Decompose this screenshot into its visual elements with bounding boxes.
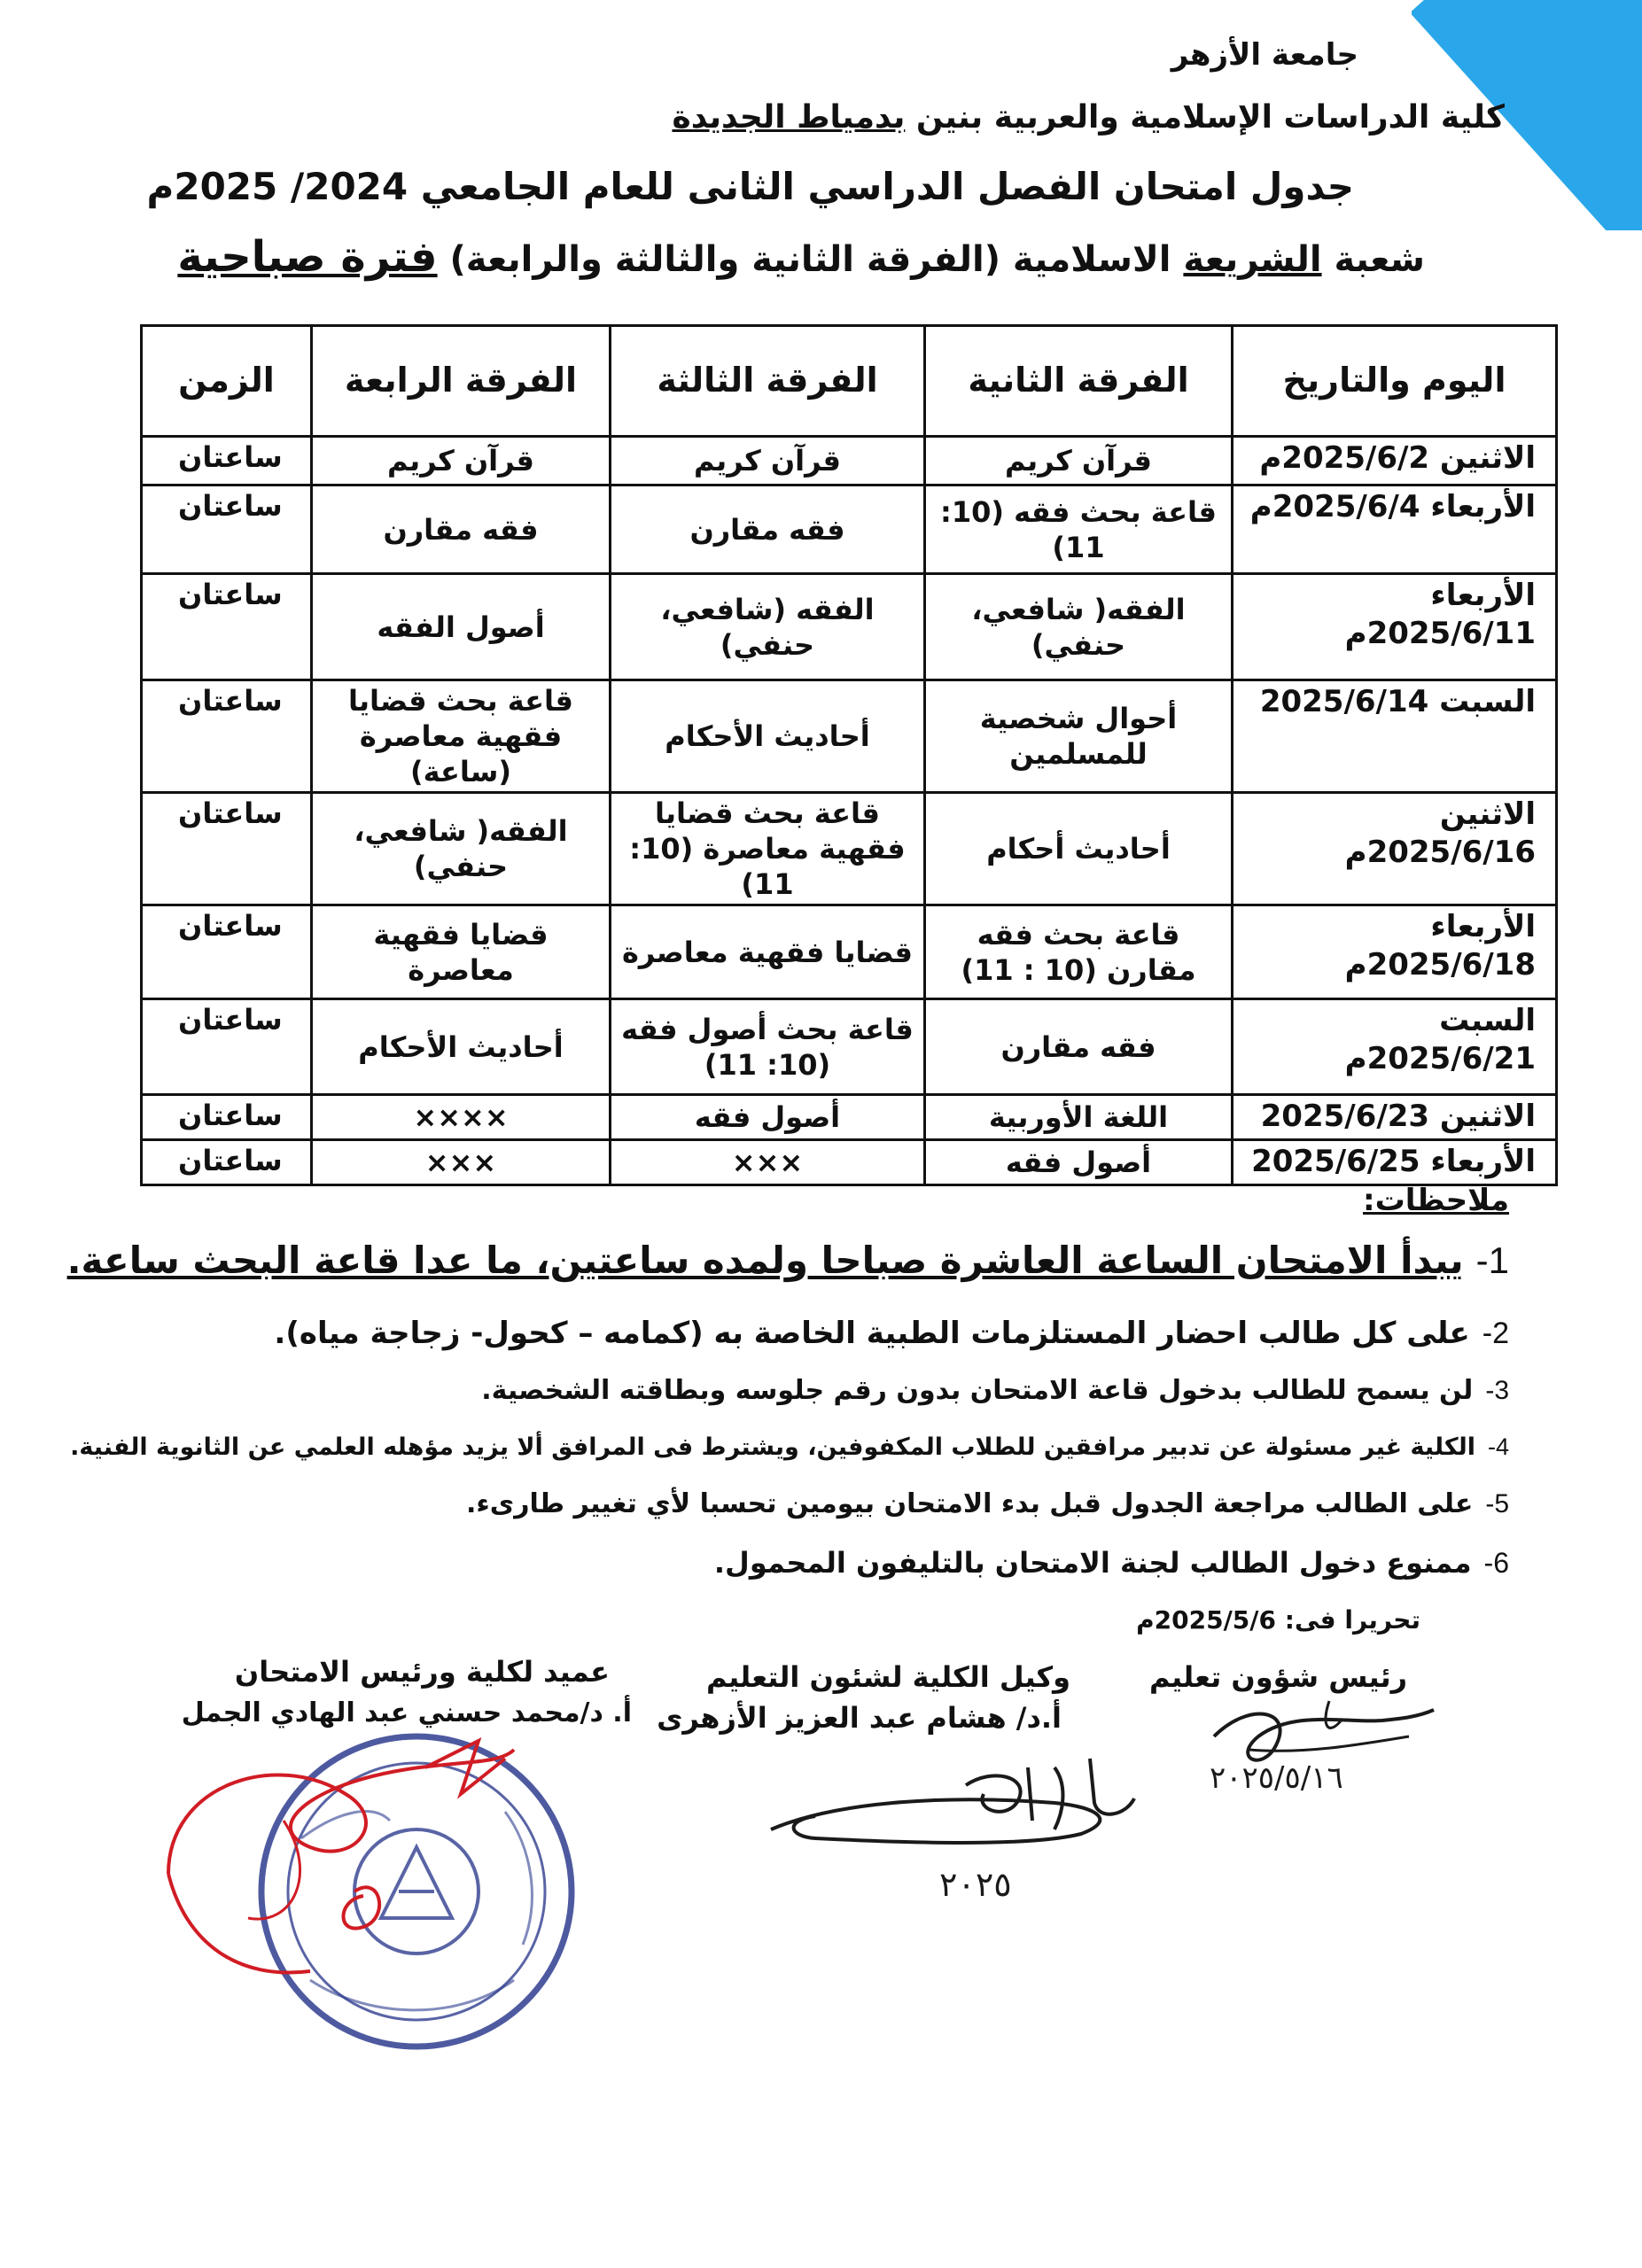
day-date-cell: الأربعاء 2025/6/25 — [1233, 1140, 1557, 1185]
third-year-cell: قضايا فقهية معاصرة — [611, 905, 925, 999]
note-text: لن يسمح للطالب بدخول قاعة الامتحان بدون رقم جلوسه وبطاقته الشخصية. — [481, 1375, 1474, 1406]
table-row — [142, 680, 1557, 793]
third-year-cell: قاعة بحث أصول فقه (10: 11) — [611, 999, 925, 1095]
duration-cell: ساعتان — [142, 437, 312, 485]
college-name-text — [672, 99, 1505, 136]
college-name — [672, 99, 1505, 136]
fourth-year-cell: ×××× — [312, 1095, 611, 1140]
notes-title: ملاحظات: — [1362, 1183, 1509, 1218]
fourth-year-cell: الفقه( شافعي، حنفي) — [312, 793, 611, 905]
note-text: يبدأ الامتحان الساعة العاشرة صباحا ولمده ساعتين، ما عدا قاعة البحث ساعة. — [66, 1239, 1464, 1282]
duration-cell: ساعتان — [142, 485, 312, 574]
third-year-cell: الفقه (شافعي، حنفي) — [611, 574, 925, 680]
table-row — [142, 1140, 1557, 1185]
table-row — [142, 437, 1557, 485]
college-city-underlined: بدمياط الجديدة — [672, 99, 906, 136]
duration-cell: ساعتان — [142, 680, 312, 793]
day-date-cell: الأربعاء 2025/6/18م — [1233, 905, 1557, 999]
header-second-year: الفرقة الثانية — [925, 326, 1233, 437]
note-text: على كل طالب احضار المستلزمات الطبية الخاصة به (كمامه – كحول- زجاجة مياه). — [274, 1316, 1470, 1351]
note-text: ممنوع دخول الطالب لجنة الامتحان بالتليفون المحمول. — [713, 1546, 1472, 1580]
third-year-cell: قاعة بحث قضايا فقهية معاصرة (10: 11) — [611, 793, 925, 905]
second-year-cell: اللغة الأوربية — [925, 1095, 1233, 1140]
note-item — [481, 1375, 1509, 1406]
dept-prefix: شعبة — [1321, 239, 1425, 280]
day-date-cell: الأربعاء 2025/6/4م — [1233, 485, 1557, 574]
day-date-cell: السبت 2025/6/14 — [1233, 680, 1557, 793]
note-text: الكلية غير مسئولة عن تدبير مرافقين للطلاب المكفوفين، ويشترط فى المرافق ألا يزيد مؤهله العلمي عن الثانوية الفنية. — [70, 1433, 1475, 1461]
table-row — [142, 905, 1557, 999]
fourth-year-cell: قاعة بحث قضايا فقهية معاصرة (ساعة) — [312, 680, 611, 793]
duration-cell: ساعتان — [142, 793, 312, 905]
note-number: 5- — [1485, 1489, 1509, 1518]
second-year-cell: أحاديث أحكام — [925, 793, 1233, 905]
note-number: 2- — [1482, 1317, 1509, 1350]
fourth-year-cell: قرآن كريم — [312, 437, 611, 485]
table-row — [142, 793, 1557, 905]
fourth-year-cell: فقه مقارن — [312, 485, 611, 574]
duration-cell: ساعتان — [142, 905, 312, 999]
second-year-cell: أحوال شخصية للمسلمين — [925, 680, 1233, 793]
third-year-cell: أحاديث الأحكام — [611, 680, 925, 793]
university-name: جامعة الأزهر — [1171, 37, 1358, 73]
exam-schedule-table — [140, 324, 1558, 1186]
note-item — [70, 1433, 1509, 1461]
table-header-row — [142, 326, 1557, 437]
note-number: 4- — [1487, 1433, 1509, 1460]
day-date-cell: الاثنين 2025/6/16م — [1233, 793, 1557, 905]
table-row — [142, 999, 1557, 1095]
second-year-cell: فقه مقارن — [925, 999, 1233, 1095]
table-row — [142, 1095, 1557, 1140]
vice-dean-title: وكيل الكلية لشئون التعليم — [705, 1660, 1070, 1694]
note-number: 6- — [1483, 1547, 1509, 1579]
table-row — [142, 485, 1557, 574]
handwritten-date-1: ٢٠٢٥/٥/١٦ — [1210, 1760, 1343, 1796]
note-item — [67, 1239, 1509, 1282]
dept-underlined: الشريعة — [1183, 239, 1322, 280]
day-date-cell: الاثنين 2025/6/2م — [1233, 437, 1557, 485]
vice-dean-signature — [762, 1750, 1143, 1909]
duration-cell: ساعتان — [142, 999, 312, 1095]
third-year-cell: فقه مقارن — [611, 485, 925, 574]
dept-rest: الاسلامية (الفرقة الثانية والثالثة والرابعة) — [437, 239, 1184, 280]
issued-date: تحريرا فى: 2025/5/6م — [1136, 1605, 1420, 1635]
handwritten-date-2: ٢٠٢٥ — [939, 1865, 1012, 1904]
note-item — [274, 1316, 1509, 1351]
department-line — [177, 232, 1425, 282]
second-year-cell: قاعة بحث فقه (10: 11) — [925, 485, 1233, 574]
duration-cell: ساعتان — [142, 574, 312, 680]
second-year-cell: قاعة بحث فقه مقارن (10 : 11) — [925, 905, 1233, 999]
college-name-part: كلية الدراسات الإسلامية والعربية بنين — [905, 99, 1505, 136]
third-year-cell: أصول فقه — [611, 1095, 925, 1140]
fourth-year-cell: ××× — [312, 1140, 611, 1185]
college-seal-stamp — [160, 1714, 603, 2095]
header-duration: الزمن — [142, 326, 312, 437]
second-year-cell: أصول فقه — [925, 1140, 1233, 1185]
vice-dean-name: أ.د/ هشام عبد العزيز الأزهرى — [657, 1701, 1062, 1735]
second-year-cell: قرآن كريم — [925, 437, 1233, 485]
dean-title: عميد لكلية ورئيس الامتحان — [234, 1655, 610, 1689]
header-day-date: اليوم والتاريخ — [1233, 326, 1557, 437]
second-year-cell: الفقه( شافعي، حنفي) — [925, 574, 1233, 680]
note-number: 1- — [1475, 1239, 1509, 1281]
note-item — [714, 1546, 1509, 1580]
day-date-cell: الأربعاء 2025/6/11م — [1233, 574, 1557, 680]
day-date-cell: الاثنين 2025/6/23 — [1233, 1095, 1557, 1140]
fourth-year-cell: أحاديث الأحكام — [312, 999, 611, 1095]
day-date-cell: السبت 2025/6/21م — [1233, 999, 1557, 1095]
dean-name: أ. د/محمد حسني عبد الهادي الجمل — [181, 1697, 632, 1728]
fourth-year-cell: قضايا فقهية معاصرة — [312, 905, 611, 999]
third-year-cell: قرآن كريم — [611, 437, 925, 485]
header-third-year: الفرقة الثالثة — [611, 326, 925, 437]
duration-cell: ساعتان — [142, 1095, 312, 1140]
affairs-head-title: رئيس شؤون تعليم — [1148, 1660, 1407, 1694]
note-item — [466, 1488, 1509, 1519]
period-label: فترة صباحية — [177, 232, 438, 282]
note-number: 3- — [1485, 1376, 1509, 1405]
fourth-year-cell: أصول الفقه — [312, 574, 611, 680]
third-year-cell: ××× — [611, 1140, 925, 1185]
note-text: على الطالب مراجعة الجدول قبل بدء الامتحان بيومين تحسبا لأي تغيير طارىء. — [466, 1488, 1474, 1519]
table-row — [142, 574, 1557, 680]
schedule-title: جدول امتحان الفصل الدراسي الثانى للعام الجامعي 2024/ 2025م — [146, 165, 1354, 208]
duration-cell: ساعتان — [142, 1140, 312, 1185]
affairs-head-signature — [1196, 1683, 1444, 1798]
header-fourth-year: الفرقة الرابعة — [312, 326, 611, 437]
